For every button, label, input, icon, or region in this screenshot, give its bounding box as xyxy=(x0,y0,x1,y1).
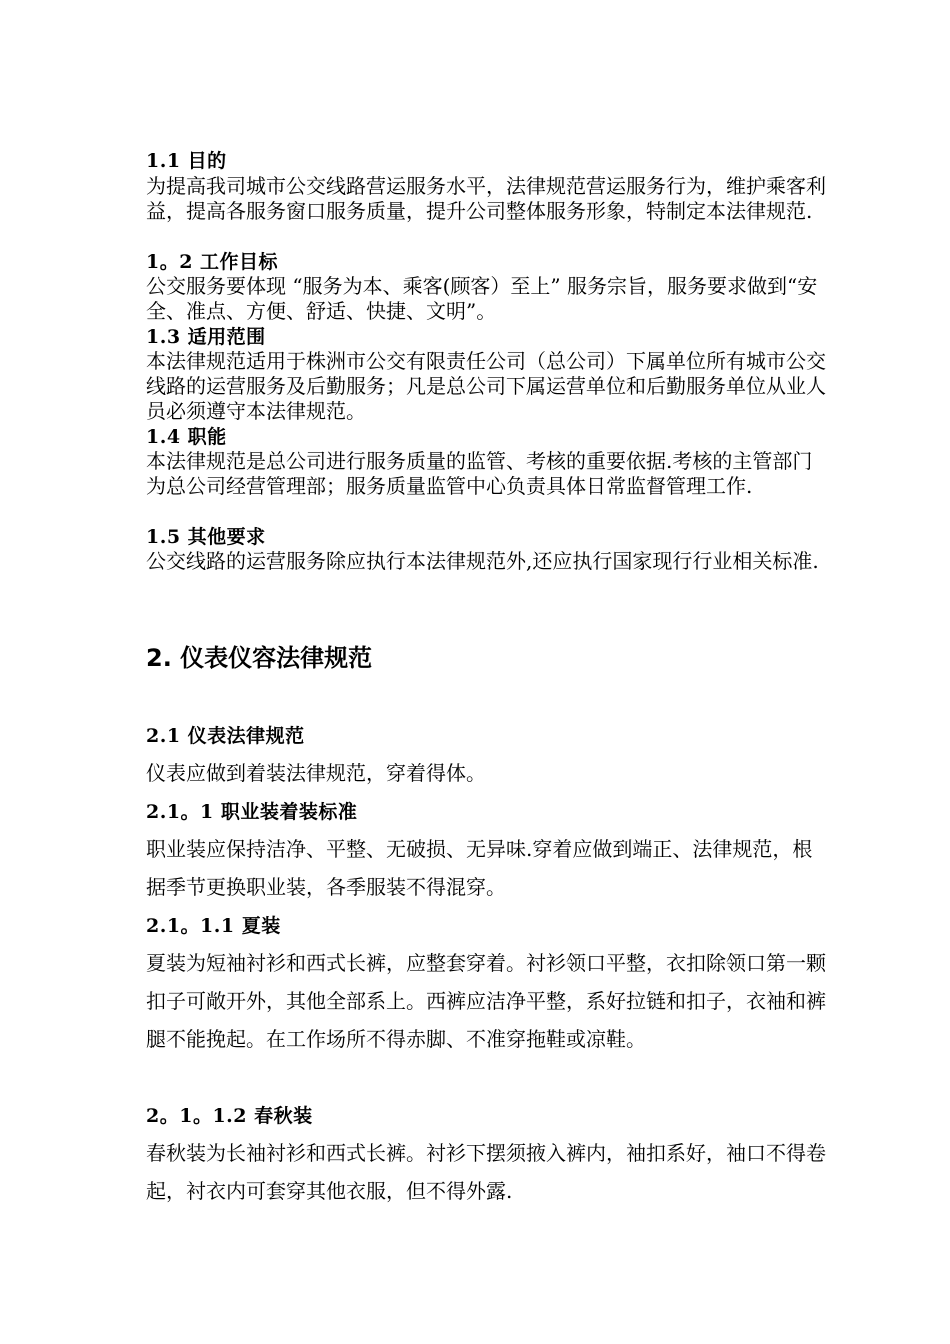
paragraph-2-1-1: 职业装应保持洁净、平整、无破损、无异味.穿着应做到端正、法律规范，根据季节更换职业装，各季服装不得混穿。 xyxy=(146,837,813,899)
paragraph-2-1: 仪表应做到着装法律规范，穿着得体。 xyxy=(146,761,486,785)
section-2-title: 2. 仪表仪容法律规范 xyxy=(146,644,373,672)
heading-2-1: 2.1 仪表法律规范 xyxy=(146,725,305,747)
heading-1-5: 1.5 其他要求 xyxy=(146,526,266,548)
heading-2-1-1-1: 2.1。1.1 夏装 xyxy=(146,915,281,937)
heading-2-1-1: 2.1。1 职业装着装标准 xyxy=(146,801,358,823)
paragraph-1-5: 公交线路的运营服务除应执行本法律规范外,还应执行国家现行行业相关标准. xyxy=(146,549,819,573)
paragraph-1-4: 本法律规范是总公司进行服务质量的监管、考核的重要依据.考核的主管部门为总公司经营管理部；服务质量监管中心负责具体日常监督管理工作. xyxy=(146,449,813,498)
paragraph-1-3: 本法律规范适用于株洲市公交有限责任公司（总公司）下属单位所有城市公交线路的运营服务及后勤服务；凡是总公司下属运营单位和后勤服务单位从业人员必须遵守本法律规范。 xyxy=(146,349,826,423)
paragraph-1-2: 公交服务要体现 “服务为本、乘客(顾客）至上” 服务宗旨，服务要求做到“安全、准点、方便、舒适、快捷、文明”。 xyxy=(146,274,818,323)
paragraph-2-1-1-1: 夏装为短袖衬衫和西式长裤，应整套穿着。衬衫领口平整，衣扣除领口第一颗扣子可敞开外，其他全部系上。西裤应洁净平整，系好拉链和扣子，衣袖和裤腿不能挽起。在工作场所不得赤脚、不准穿拖鞋或凉鞋。 xyxy=(146,951,826,1051)
paragraph-1-1: 为提高我司城市公交线路营运服务水平，法律规范营运服务行为，维护乘客利益，提高各服务窗口服务质量，提升公司整体服务形象，特制定本法律规范. xyxy=(146,174,826,223)
heading-2-1-1-2: 2。1。1.2 春秋装 xyxy=(146,1105,313,1127)
heading-1-2: 1。2 工作目标 xyxy=(146,251,279,273)
paragraph-2-1-1-2: 春秋装为长袖衬衫和西式长裤。衬衫下摆须掖入裤内，袖扣系好，袖口不得卷起，衬衣内可套穿其他衣服，但不得外露. xyxy=(146,1141,826,1203)
heading-1-1: 1.1 目的 xyxy=(146,150,227,172)
heading-1-3: 1.3 适用范围 xyxy=(146,326,266,348)
heading-1-4: 1.4 职能 xyxy=(146,426,227,448)
